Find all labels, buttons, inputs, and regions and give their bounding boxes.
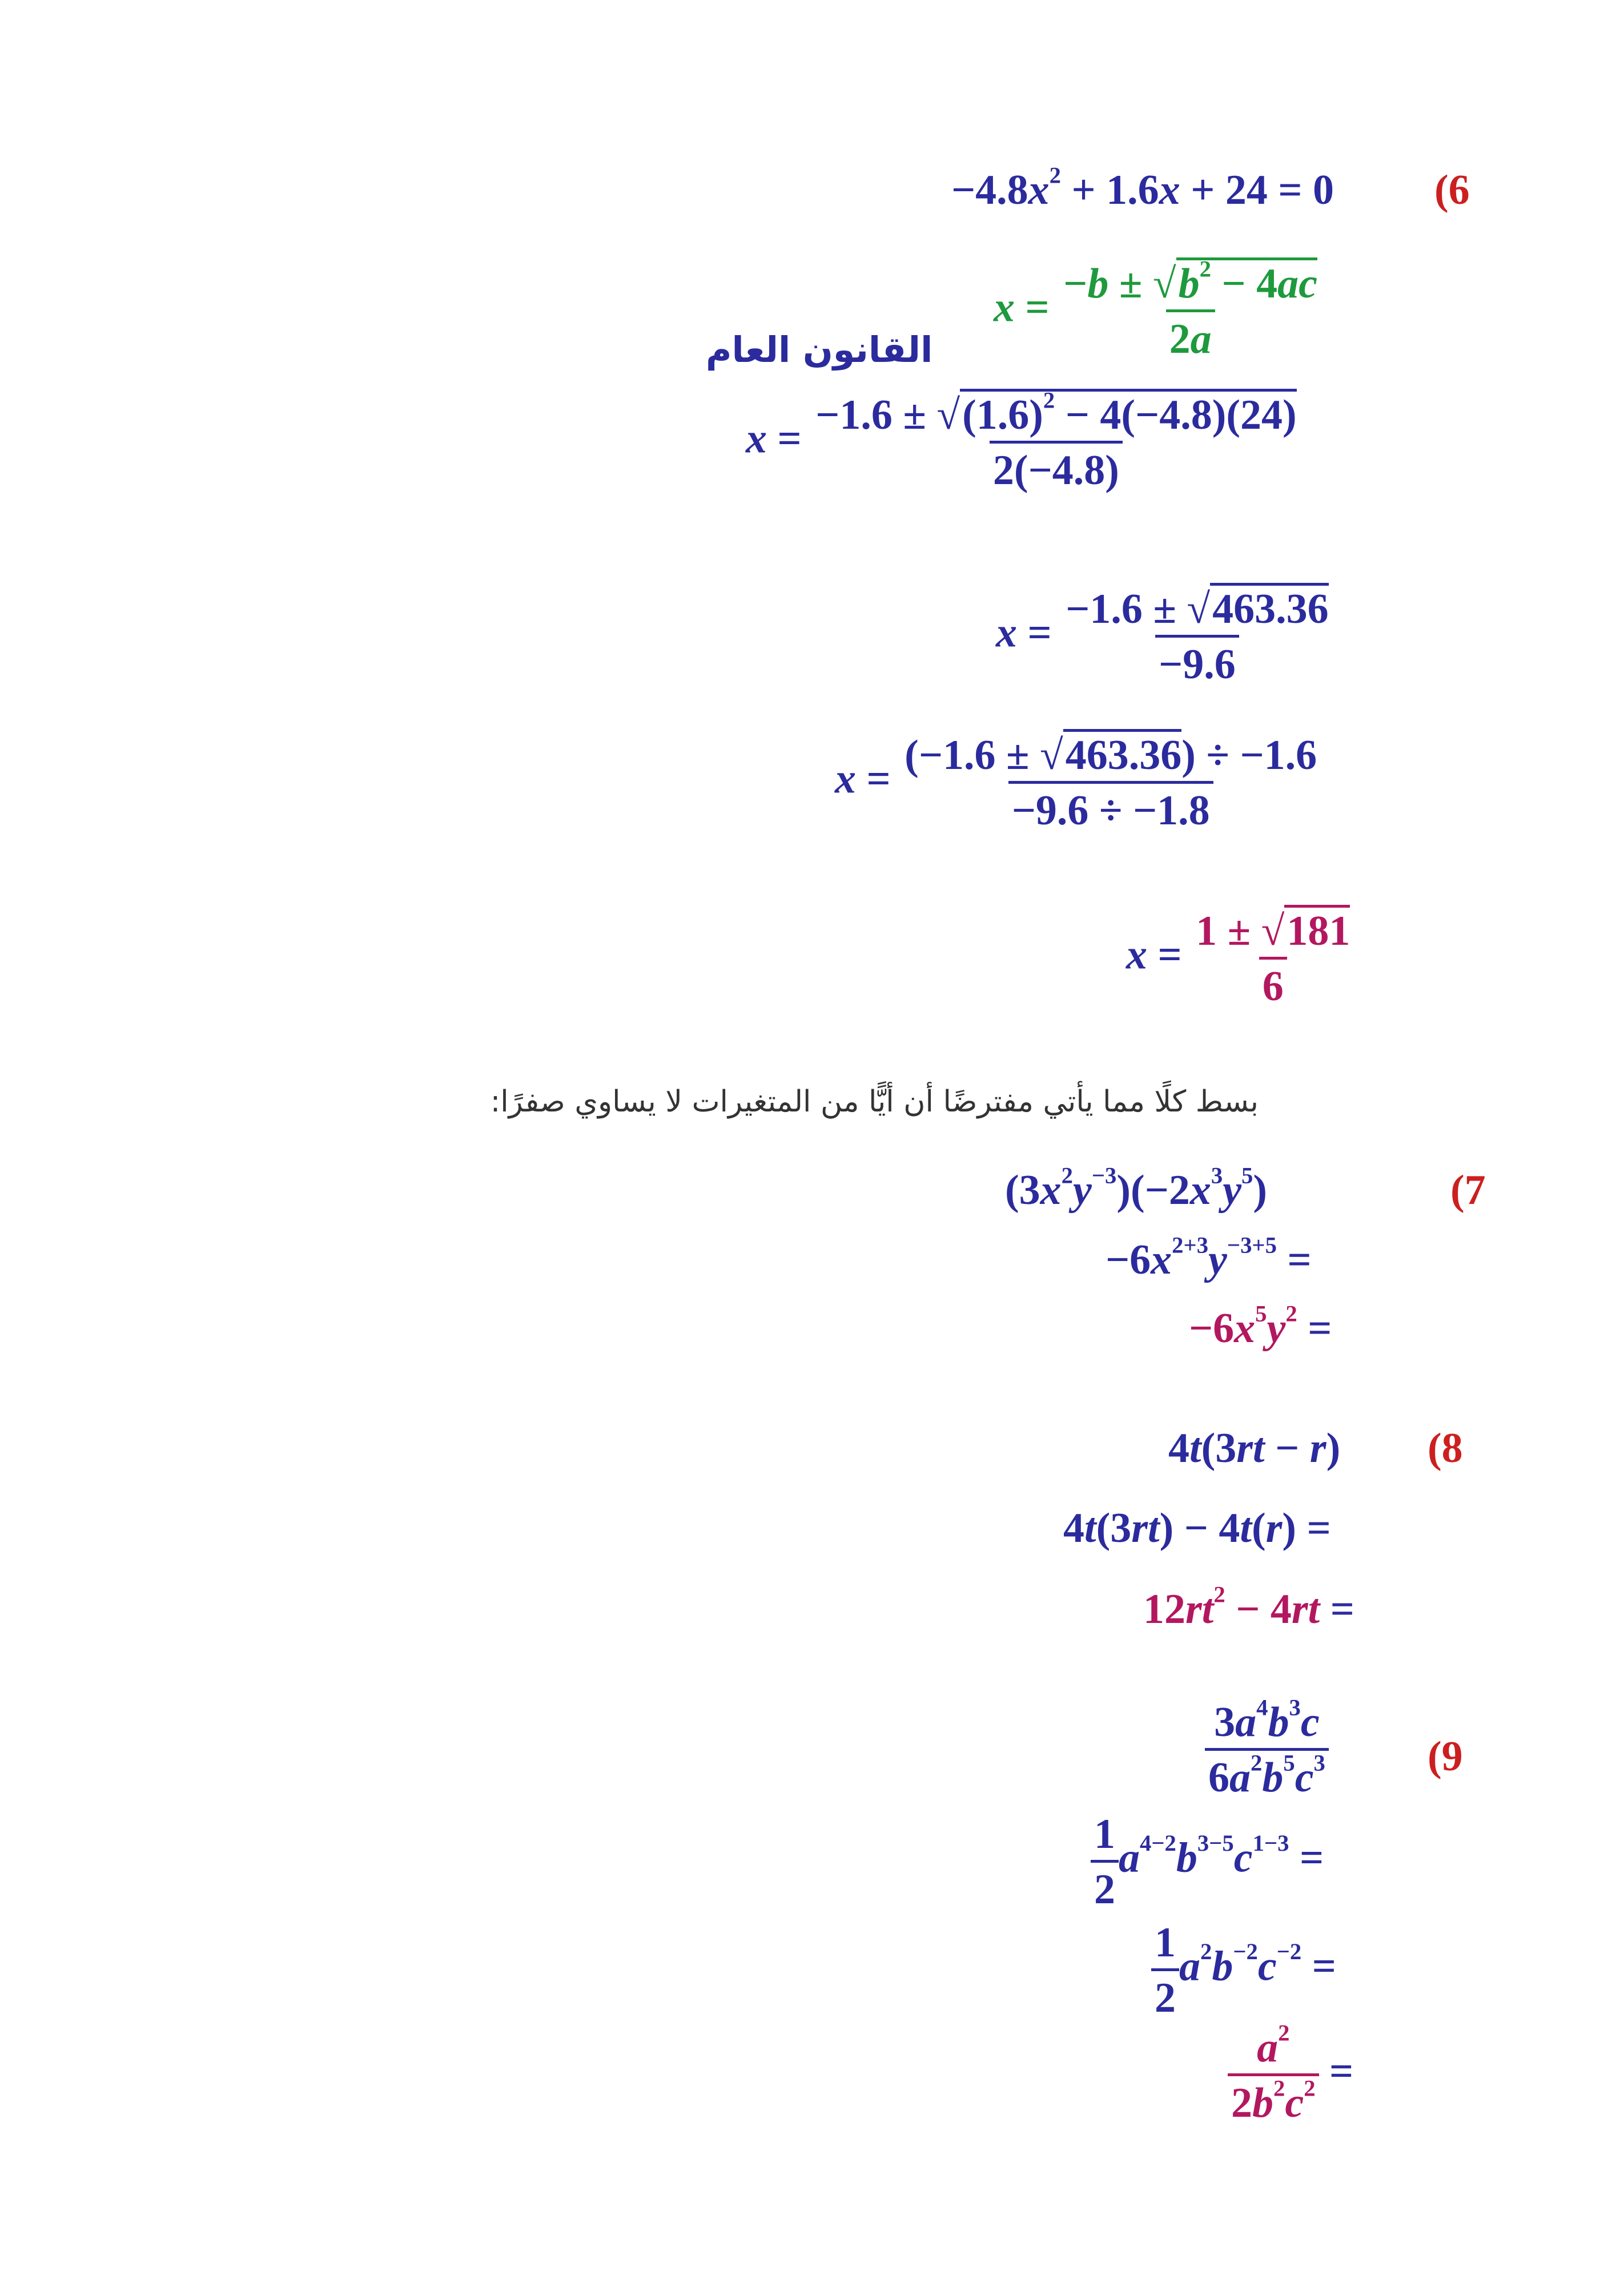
problem-8-expression: 4t(3rt − r): [1168, 1425, 1341, 1472]
problem-9-step-1: $\frac{1}{2}$ $a^{4-2}b^{3-5}c^{1-3}$ =: [1091, 1813, 1324, 1911]
problem-7-step-1: $-6x^{2+3}y^{-3+5}$ =: [1106, 1232, 1312, 1283]
problem-6-step-1: x = $\frac{-1.6 \pm √(1.6)^2 - 4(-4.8)(24)}{2(-4.8)}$: [746, 387, 1297, 494]
problem-6-number: (6: [1434, 167, 1470, 214]
problem-7-number: (7: [1450, 1167, 1486, 1214]
problem-6-answer: x = $\frac{1 \pm √181}{6}$: [1126, 910, 1353, 1008]
problem-8-step-1: 4t(3rt) − 4t(r) =: [1063, 1505, 1331, 1552]
formula-label: القانون العام: [706, 329, 933, 370]
problem-7-expression: $(3x^2y^{-3})(-2x^3y^5)$: [1005, 1162, 1268, 1214]
instruction-text: بسط كلًا مما يأتي مفترضًا أن أيًّا من المتغيرات لا يساوي صفرًا:: [490, 1085, 1259, 1119]
problem-8-number: (8: [1428, 1425, 1463, 1472]
problem-6-step-2: x = $\frac{-1.6 \pm √463.36}{-9.6}$: [996, 588, 1332, 686]
problem-9-expression: $\frac{3a^4b^3c}{6a^2b^5c^3}$: [1205, 1701, 1329, 1799]
problem-6-step-3: x = $\frac{(-1.6 \pm √463.36) \div -1.6}{-9.6 \div -1.8}$: [835, 734, 1320, 832]
quadratic-formula: x = $\frac{-b \pm √b^2 - 4ac}{2a}$: [994, 256, 1317, 362]
problem-9-number: (9: [1428, 1733, 1463, 1780]
problem-6-equation: $-4.8x^2 + 1.6x + 24 = 0$: [951, 162, 1334, 214]
problem-8-answer: $12rt^2 - 4rt$ =: [1143, 1581, 1354, 1633]
problem-7-answer: $-6x^5y^2$ =: [1189, 1300, 1332, 1352]
problem-9-answer: $\frac{a^2}{2b^2c^2}$ =: [1228, 2027, 1353, 2124]
problem-9-step-2: $\frac{1}{2}$ $a^2b^{-2}c^{-2}$ =: [1151, 1922, 1336, 2019]
